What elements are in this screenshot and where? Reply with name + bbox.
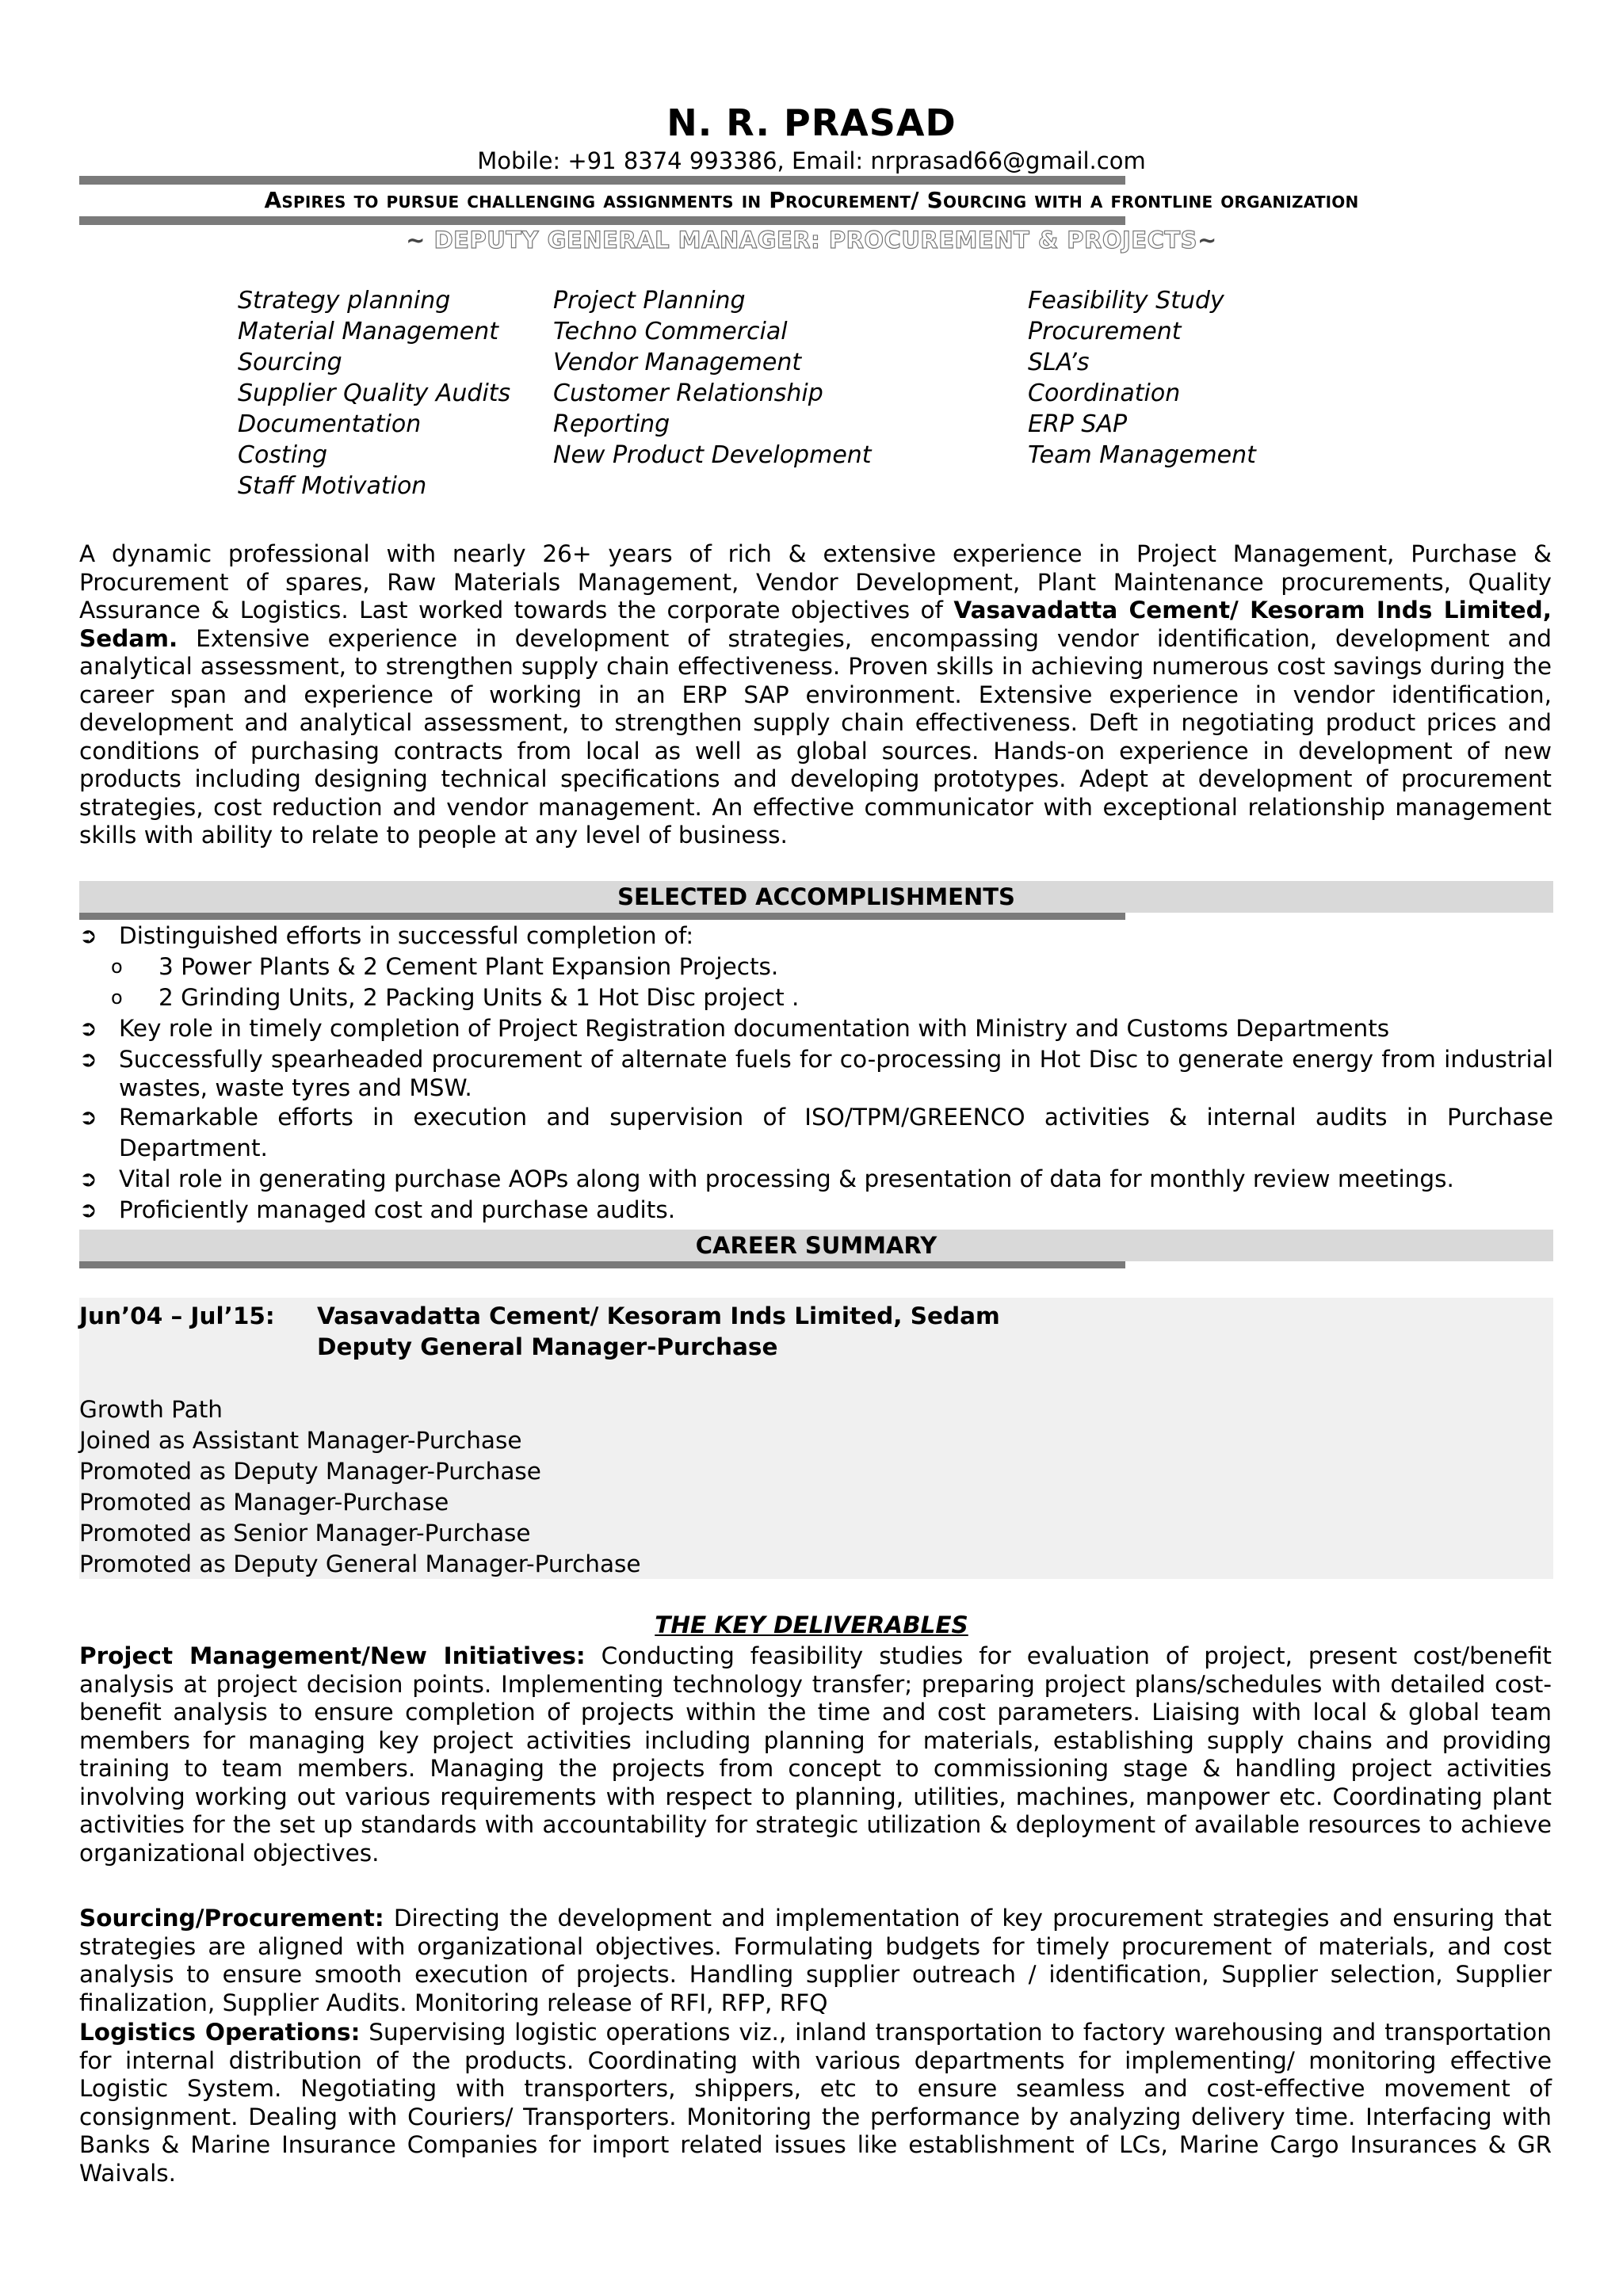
skill-item: Team Management	[1028, 441, 1256, 469]
sub-list-item	[79, 952, 1553, 982]
list-item	[79, 1195, 1553, 1226]
lo-text: Supervising logistic operations viz., inland transportation to factory warehousing and transportation for internal distribution of the products. Coordinating with various departments for implementing/ monitoring effective Logistic System. Negotiating with transporters, shippers, etc to ensure seamless and cost-effective movement of consignment. Dealing with Couriers/ Transporters. Monitoring the performance by analyzing delivery time. Interfacing with Banks & Marine Insurance Companies for import related issues like establishment of LCs, Marine Cargo Insurances & GR Waivals.	[79, 2019, 1552, 2187]
skill-item: Strategy planning	[238, 287, 451, 315]
lo-label: Logistics Operations:	[79, 2019, 361, 2046]
skill-item: Costing	[238, 441, 328, 469]
growth-step: Joined as Assistant Manager-Purchase	[79, 1427, 522, 1454]
employer-name: Vasavadatta Cement/ Kesoram Inds Limited, Sedam	[317, 1302, 1000, 1329]
list-item	[79, 1102, 1553, 1164]
list-item-text: Key role in timely completion of Project Registration documentation with Ministry and Customs Departments	[119, 1015, 1390, 1042]
growth-step: Promoted as Deputy General Manager-Purchase	[79, 1550, 641, 1577]
list-item-text: 2 Grinding Units, 2 Packing Units & 1 Hot Disc project .	[158, 984, 800, 1011]
summary-text-1: A dynamic professional with nearly 26+ years of rich & extensive experience in Project Management, Purchase & Procurement of spares, Raw Materials Management, Vendor Development, Plant Maintenance procurements, Quality Assurance & Logistics. Last worked towards the corporate objectives of	[79, 540, 1552, 624]
sourcing-paragraph	[79, 1905, 1552, 2017]
skill-item: Reporting	[553, 410, 670, 438]
sub-list-item	[79, 982, 1553, 1013]
project-management-paragraph	[79, 1642, 1552, 1867]
skill-item: Techno Commercial	[553, 318, 788, 345]
skill-item: ERP SAP	[1028, 410, 1128, 438]
career-period	[79, 1301, 275, 1332]
list-item	[79, 1046, 1553, 1102]
skill-item: Sourcing	[238, 349, 342, 376]
arrow-bullet-icon: ➲	[79, 1167, 97, 1192]
skill-item: Supplier Quality Audits	[238, 379, 511, 407]
skill-item: Staff Motivation	[238, 472, 427, 500]
profile-summary	[79, 540, 1552, 850]
circle-bullet-icon: o	[111, 955, 123, 978]
key-deliverables-title: THE KEY DELIVERABLES	[655, 1611, 968, 1638]
skill-item: New Product Development	[553, 441, 872, 469]
sp-text: Directing the development and implementation of key procurement strategies and ensuring that strategies are aligned with organizational objectives. Formulating budgets for timely procurement of materials, and cost analysis to ensure smooth execution of projects. Handling supplier outreach / identification, Supplier selection, Supplier finalization, Supplier Audits. Monitoring release of RFI, RFP, RFQ	[79, 1905, 1552, 2016]
growth-step: Promoted as Manager-Purchase	[79, 1489, 449, 1516]
contact-line: Mobile: +91 8374 993386, Email: nrprasad66@gmail.com	[477, 147, 1146, 174]
list-item-text: Successfully spearheaded procurement of alternate fuels for co-processing in Hot Disc to generate energy from industrial wastes, waste tyres and MSW.	[119, 1046, 1553, 1101]
skill-item: Customer Relationship	[553, 379, 823, 407]
list-item	[79, 1164, 1553, 1195]
role-suffix: ~	[1197, 227, 1217, 254]
career-underline	[79, 1261, 1125, 1268]
career-title: CAREER SUMMARY	[695, 1232, 938, 1259]
skill-item: Procurement	[1028, 318, 1182, 345]
skill-item: Material Management	[238, 318, 499, 345]
aspiration-statement: Aspires to pursue challenging assignments in Procurement/ Sourcing with a frontline organization	[264, 187, 1359, 213]
circle-bullet-icon: o	[111, 986, 123, 1009]
list-item-text: Vital role in generating purchase AOPs along with processing & presentation of data for monthly review meetings.	[119, 1165, 1454, 1192]
skills-column-2	[553, 285, 872, 471]
skill-item: SLA’s	[1028, 349, 1090, 376]
arrow-bullet-icon: ➲	[79, 924, 97, 948]
growth-step: Promoted as Senior Manager-Purchase	[79, 1520, 531, 1547]
header-rule-top	[79, 176, 1125, 185]
list-item-text: Proficiently managed cost and purchase audits.	[119, 1196, 676, 1223]
growth-step: Promoted as Deputy Manager-Purchase	[79, 1458, 541, 1485]
skills-column-3	[1028, 285, 1256, 471]
logistics-paragraph	[79, 2019, 1552, 2187]
skill-item: Feasibility Study	[1028, 287, 1224, 315]
list-item-text: Remarkable efforts in execution and supervision of ISO/TPM/GREENCO activities & internal audits in Purchase Department.	[119, 1104, 1553, 1161]
target-role	[0, 227, 1623, 254]
header-rule-bottom	[79, 216, 1125, 225]
career-position	[317, 1301, 1000, 1363]
skill-item: Vendor Management	[553, 349, 802, 376]
list-item-text: 3 Power Plants & 2 Cement Plant Expansion Projects.	[158, 953, 779, 980]
accomplishments-title: SELECTED ACCOMPLISHMENTS	[617, 883, 1015, 910]
arrow-bullet-icon: ➲	[79, 1198, 97, 1222]
summary-company: Vasavadatta Cement/ Kesoram Inds Limited, Sedam.	[79, 597, 1552, 652]
arrow-bullet-icon: ➲	[79, 1105, 97, 1130]
growth-path	[79, 1394, 641, 1580]
growth-path-label: Growth Path	[79, 1396, 223, 1423]
list-item	[79, 1013, 1553, 1044]
list-item	[79, 921, 1553, 952]
pm-label: Project Management/New Initiatives:	[79, 1642, 586, 1669]
list-item-text: Distinguished efforts in successful completion of:	[119, 922, 694, 949]
role-prefix: ~	[406, 227, 426, 254]
sp-label: Sourcing/Procurement:	[79, 1905, 384, 1932]
summary-text-2: Extensive experience in development of strategies, encompassing vendor identification, development and analytical assessment, to strengthen supply chain effectiveness. Proven skills in achieving numerous cost savings during the career span and experience of working in an ERP SAP environment. Extensive experience in vendor identification, development and analytical assessment, to strengthen supply chain effectiveness. Deft in negotiating product prices and conditions of purchasing contracts from local as well as global sources. Hands-on experience in development of new products including designing technical specifications and developing prototypes. Adept at development of procurement strategies, cost reduction and vendor management. An effective communicator with exceptional relationship management skills with ability to relate to people at any level of business.	[79, 624, 1552, 849]
candidate-name: N. R. PRASAD	[666, 101, 957, 144]
pm-text: Conducting feasibility studies for evaluation of project, present cost/benefit analysis at project decision points. Implementing technology transfer; preparing project plans/schedules with detailed cost-benefit analysis to ensure completion of projects within the time and cost parameters. Liaising with local & global team members for managing key project activities including planning for materials, establishing supply chains and providing training to team members. Managing the projects from concept to commissioning stage & handling project activities involving working out various requirements with respect to planning, utilities, machines, manpower etc. Coordinating plant activities for the set up standards with accountability for strategic utilization & deployment of available resources to achieve organizational objectives.	[79, 1642, 1552, 1867]
designation: Deputy General Manager-Purchase	[317, 1333, 778, 1360]
period-text: Jun’04 – Jul’15:	[79, 1302, 275, 1329]
arrow-bullet-icon: ➲	[79, 1016, 97, 1041]
skill-item: Coordination	[1028, 379, 1181, 407]
role-title: DEPUTY GENERAL MANAGER: PROCUREMENT & PROJECTS	[433, 227, 1198, 254]
accomplishments-underline	[79, 913, 1125, 920]
skill-item: Project Planning	[553, 287, 746, 315]
arrow-bullet-icon: ➲	[79, 1047, 97, 1072]
accomplishments-list	[79, 921, 1553, 1226]
skills-column-1	[238, 285, 510, 502]
skill-item: Documentation	[238, 410, 422, 438]
